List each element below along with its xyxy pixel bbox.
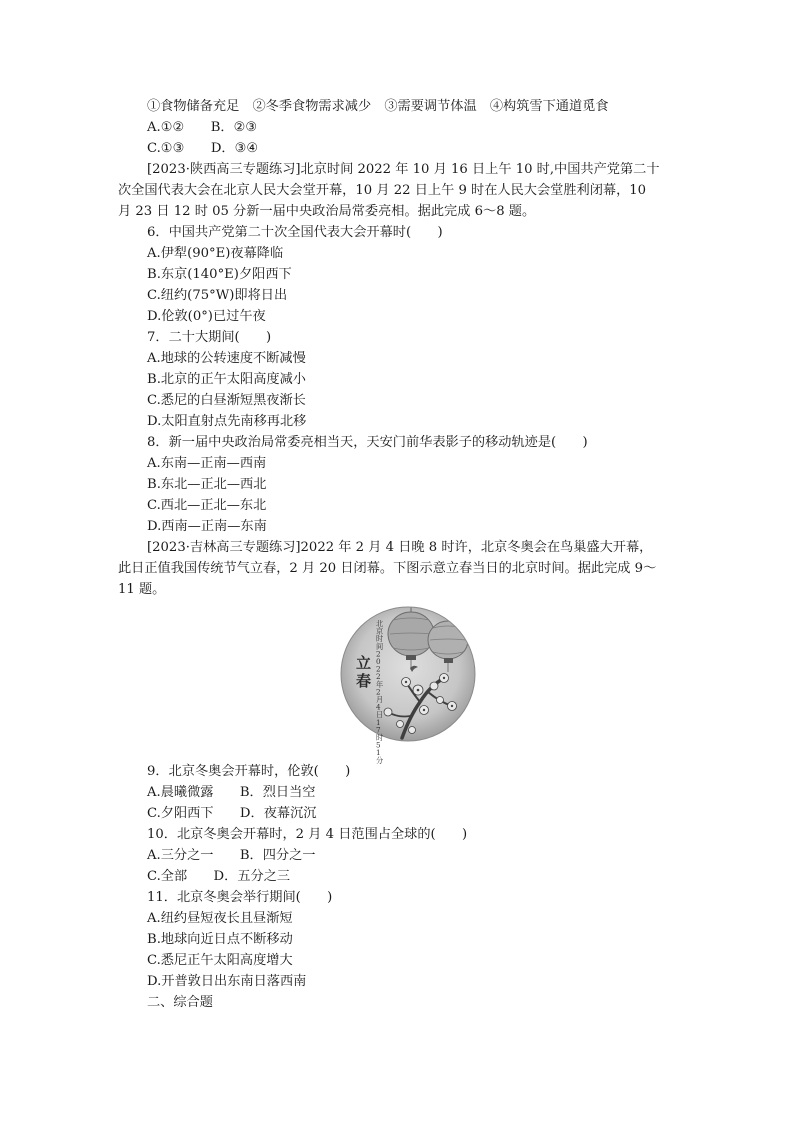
passage2-line3: 11 题。 xyxy=(118,582,166,597)
q7-option-b: B.北京的正午太阳高度减小 xyxy=(147,372,306,387)
q5-options-ab: A.①② B．②③ xyxy=(147,120,258,135)
q8-stem: 8．新一届中央政治局常委亮相当天，天安门前华表影子的移动轨迹是( ) xyxy=(147,435,588,450)
q5-options-cd: C.①③ D．③④ xyxy=(147,141,259,156)
illustration-caption: 北京时间 2 0 2 2 年 2 月 4 日 1 7 时 5 1 分 xyxy=(376,619,384,765)
q10-stem: 10．北京冬奥会开幕时，2 月 4 日范围占全球的( ) xyxy=(147,827,468,842)
q6-option-c: C.纽约(75°W)即将日出 xyxy=(147,288,288,303)
passage2-line1: [2023·吉林高三专题练习]2022 年 2 月 4 日晚 8 时许，北京冬奥会在鸟巢盛大开幕， xyxy=(147,540,653,555)
q8-option-a: A.东南—正南—西南 xyxy=(147,456,267,471)
q7-option-a: A.地球的公转速度不断减慢 xyxy=(147,351,306,366)
q11-option-d: D.开普敦日出东南日落西南 xyxy=(147,974,307,989)
q9-options-cd: C.夕阳西下 D．夜幕沉沉 xyxy=(147,806,317,821)
q5-reasons: ①食物储备充足 ②冬季食物需求减少 ③需要调节体温 ④构筑雪下通道觅食 xyxy=(147,99,609,114)
q6-stem: 6．中国共产党第二十次全国代表大会开幕时( ) xyxy=(147,225,443,240)
lichun-illustration xyxy=(340,606,476,765)
q9-options-ab: A.晨曦微露 B．烈日当空 xyxy=(147,785,316,800)
illustration-title: 立 春 xyxy=(356,654,372,690)
q10-options-cd: C.全部 D．五分之三 xyxy=(147,869,291,884)
q7-option-d: D.太阳直射点先南移再北移 xyxy=(147,414,307,429)
q11-stem: 11．北京冬奥会举行期间( ) xyxy=(147,890,333,905)
q8-option-b: B.东北—正北—西北 xyxy=(147,477,267,492)
passage2-line2: 此日正值我国传统节气立春，2 月 20 日闭幕。下图示意立春当日的北京时间。据此完成 9～ xyxy=(118,561,657,576)
q6-option-d: D.伦敦(0°)已过午夜 xyxy=(147,309,266,324)
passage1-line3: 月 23 日 12 时 05 分新一届中央政治局常委亮相。据此完成 6～8 题。 xyxy=(118,204,536,219)
q8-option-c: C.西北—正北—东北 xyxy=(147,498,267,513)
q10-options-ab: A.三分之一 B．四分之一 xyxy=(147,848,316,863)
q9-stem: 9．北京冬奥会开幕时，伦敦( ) xyxy=(147,764,351,779)
section-heading-comprehensive: 二、综合题 xyxy=(147,995,213,1010)
q11-option-a: A.纽约昼短夜长且昼渐短 xyxy=(147,911,293,926)
q6-option-a: A.伊犁(90°E)夜幕降临 xyxy=(147,246,284,261)
passage1-line1: [2023·陕西高三专题练习]北京时间 2022 年 10 月 16 日上午 10 时,中国共产党第二十 xyxy=(147,162,660,177)
lichun-illustration-graphic xyxy=(340,606,476,765)
q6-option-b: B.东京(140°E)夕阳西下 xyxy=(147,267,292,282)
q11-option-b: B.地球向近日点不断移动 xyxy=(147,932,293,947)
q7-option-c: C.悉尼的白昼渐短黑夜渐长 xyxy=(147,393,306,408)
q11-option-c: C.悉尼正午太阳高度增大 xyxy=(147,953,293,968)
q8-option-d: D.西南—正南—东南 xyxy=(147,519,267,534)
passage1-line2: 次全国代表大会在北京人民大会堂开幕，10 月 22 日上午 9 时在人民大会堂胜利闭幕，10 xyxy=(118,183,647,198)
q7-stem: 7．二十大期间( ) xyxy=(147,330,272,345)
